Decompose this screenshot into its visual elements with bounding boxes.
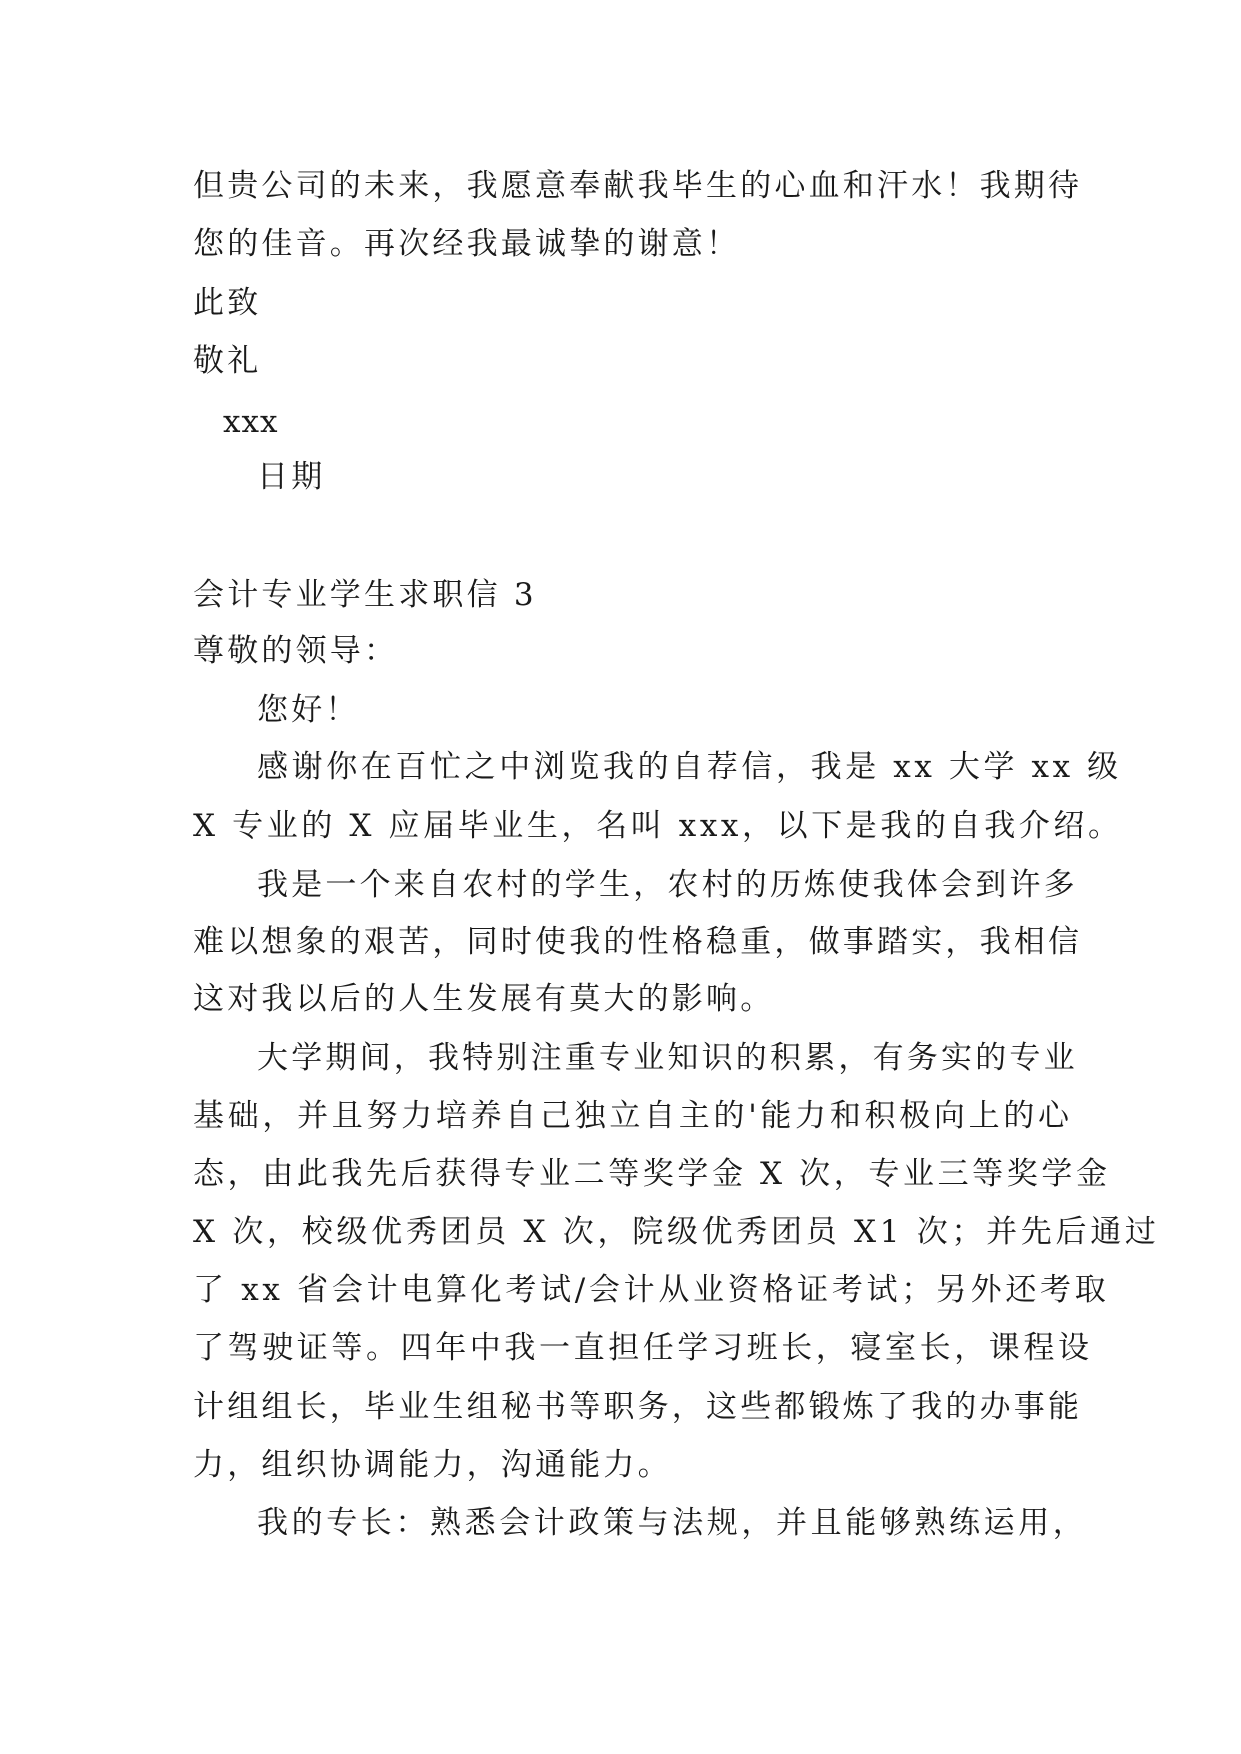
paragraph-3-line-6: 了驾驶证等。四年中我一直担任学习班长，寝室长，课程设 bbox=[193, 1330, 1093, 1366]
paragraph-3-line-4: X 次，校级优秀团员 X 次，院级优秀团员 X1 次；并先后通过 bbox=[193, 1214, 1160, 1250]
paragraph-3-line-8: 力，组织协调能力，沟通能力。 bbox=[193, 1447, 672, 1483]
paragraph-3-line-7: 计组组长，毕业生组秘书等职务，这些都锻炼了我的办事能 bbox=[193, 1389, 1083, 1425]
signature: xxx bbox=[223, 404, 279, 440]
paragraph-3-line-2: 基础，并且努力培养自己独立自主的'能力和积极向上的心 bbox=[193, 1098, 1073, 1134]
paragraph-3-line-5: 了 xx 省会计电算化考试/会计从业资格证考试；另外还考取 bbox=[193, 1272, 1110, 1308]
paragraph-4-line-1: 我的专长：熟悉会计政策与法规，并且能够熟练运用， bbox=[257, 1505, 1088, 1541]
salutation-cizhi: 此致 bbox=[193, 285, 262, 321]
paragraph-1-line-1: 感谢你在百忙之中浏览我的自荐信，我是 xx 大学 xx 级 bbox=[257, 749, 1122, 785]
paragraph-3-line-1: 大学期间，我特别注重专业知识的积累，有务实的专业 bbox=[257, 1040, 1078, 1076]
letter-title: 会计专业学生求职信 3 bbox=[193, 577, 537, 613]
letter-hello: 您好！ bbox=[257, 692, 360, 728]
salutation-jingli: 敬礼 bbox=[193, 343, 262, 379]
paragraph-2-line-3: 这对我以后的人生发展有莫大的影响。 bbox=[193, 981, 775, 1017]
closing-line-2: 您的佳音。再次经我最诚挚的谢意！ bbox=[193, 226, 741, 262]
paragraph-3-line-3: 态，由此我先后获得专业二等奖学金 X 次，专业三等奖学金 bbox=[193, 1156, 1111, 1192]
paragraph-2-line-1: 我是一个来自农村的学生，农村的历炼使我体会到许多 bbox=[257, 867, 1078, 903]
letter-greeting: 尊敬的领导： bbox=[193, 633, 399, 669]
paragraph-2-line-2: 难以想象的艰苦，同时使我的性格稳重，做事踏实，我相信 bbox=[193, 924, 1083, 960]
closing-line-1: 但贵公司的未来，我愿意奉献我毕生的心血和汗水！我期待 bbox=[193, 168, 1083, 204]
paragraph-1-line-2: X 专业的 X 应届毕业生，名叫 xxx，以下是我的自我介绍。 bbox=[193, 808, 1123, 844]
date-label: 日期 bbox=[257, 459, 326, 495]
